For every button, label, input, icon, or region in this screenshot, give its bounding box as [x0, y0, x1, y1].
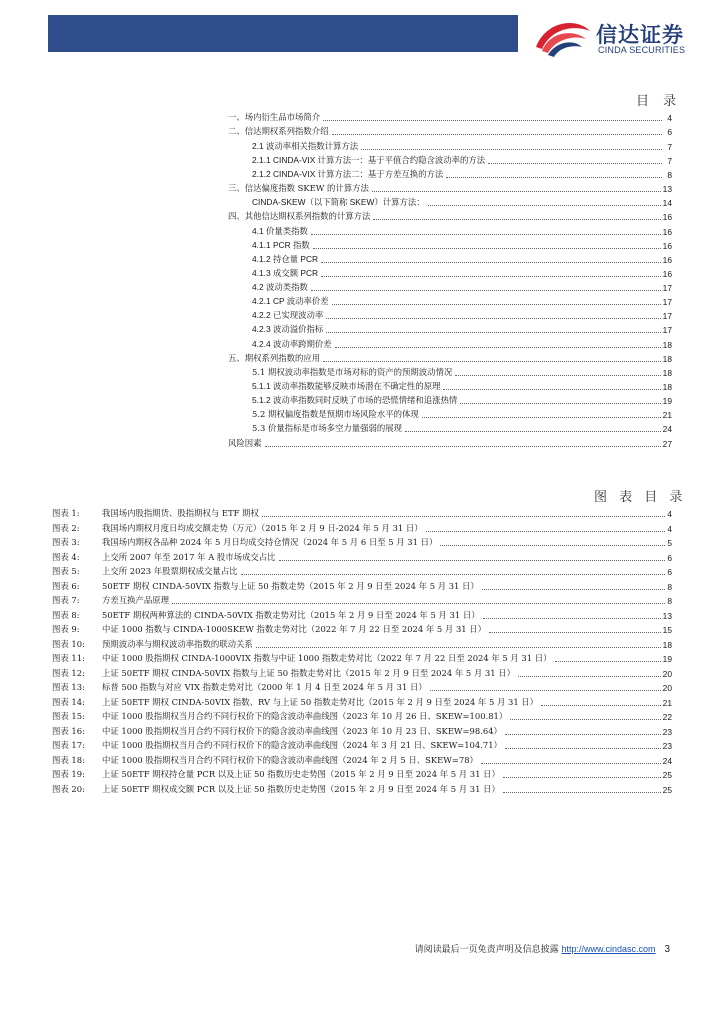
dot-leader: [335, 347, 661, 348]
figure-entry[interactable]: [52, 608, 672, 621]
figure-page: 20: [662, 668, 672, 679]
figure-page: 20: [662, 683, 672, 693]
dot-leader: [505, 748, 661, 749]
figure-number: 图表 4:: [52, 551, 80, 562]
dot-leader: [361, 149, 662, 150]
toc-entry-page: 16: [662, 241, 672, 251]
dot-leader: [440, 545, 665, 546]
dot-leader: [373, 219, 660, 220]
brand-logo: [532, 17, 712, 61]
toc-entry[interactable]: [252, 167, 672, 180]
toc-entry[interactable]: [252, 421, 672, 434]
toc-entry[interactable]: [252, 337, 672, 350]
dot-leader: [488, 163, 662, 164]
figure-entry[interactable]: [52, 666, 672, 679]
figure-page: 25: [662, 784, 672, 795]
toc-entry-title: 4.2 波动类指数: [252, 282, 308, 292]
dot-leader: [321, 262, 661, 263]
figure-page: 8: [667, 596, 672, 606]
figure-title: 上证 50ETF 期权 CINDA-50VIX 指数与上证 50 指数走势对比（2015 年 2 月 9 日至 2024 年 5 月 31 日）: [102, 667, 515, 678]
toc-entry[interactable]: [252, 266, 672, 279]
dot-leader: [172, 603, 665, 604]
figure-number: 图表 3:: [52, 537, 80, 547]
figure-number: 图表 16:: [52, 725, 85, 736]
dot-leader: [262, 516, 665, 517]
dot-leader: [256, 647, 661, 648]
figure-entry[interactable]: [52, 753, 672, 766]
toc-entry-title: 2.1.2 CINDA-VIX 计算方法二：基于方差互换的方法: [252, 169, 444, 179]
figure-entry[interactable]: [52, 535, 672, 548]
figure-title: 50ETF 期权两种算法的 CINDA-50VIX 指数走势对比（2015 年 2 月 9 日至 2024 年 5 月 31 日）: [102, 609, 480, 620]
dot-leader: [555, 661, 661, 662]
toc-entry-page: 18: [662, 382, 672, 392]
toc-entry-title: 4.1 价量类指数: [252, 226, 308, 236]
dot-leader: [443, 389, 660, 390]
figure-title: 我国场内股指期货、股指期权与 ETF 期权: [102, 508, 259, 518]
toc-entry-title: 5.1.1 波动率指数能够反映市场潜在不确定性的原理: [252, 381, 441, 391]
disclaimer-note: 请阅读最后一页免责声明及信息披露: [414, 945, 559, 955]
dot-leader: [489, 632, 661, 633]
dot-leader: [455, 375, 660, 376]
figure-page: 4: [667, 509, 672, 519]
toc-entry-title: 4.2.2 已实现波动率: [252, 310, 324, 320]
figure-number: 图表 5:: [52, 566, 80, 576]
dot-leader: [265, 446, 661, 447]
toc-entry-page: 17: [662, 325, 672, 335]
figure-page: 4: [667, 523, 672, 534]
page-footer: [415, 942, 670, 955]
figure-number: 图表 18:: [52, 754, 85, 765]
figure-number: 图表 11:: [52, 653, 85, 663]
figure-page: 6: [667, 567, 672, 577]
figure-entry[interactable]: [52, 680, 672, 693]
dot-leader: [326, 318, 660, 319]
toc-entry-page: 13: [662, 184, 672, 194]
dot-leader: [321, 276, 661, 277]
toc-title: 目 录: [636, 94, 682, 109]
toc-entry[interactable]: [228, 209, 672, 222]
toc-entry-page: 16: [662, 255, 672, 265]
dot-leader: [481, 763, 661, 764]
toc-entry-page: 18: [662, 354, 672, 364]
figure-entry[interactable]: [52, 637, 672, 650]
toc-entry-title: 五、期权系列指数的应用: [228, 353, 321, 363]
figure-page: 23: [662, 726, 672, 737]
figure-number: 图表 13:: [52, 682, 85, 692]
toc-entry-page: 16: [662, 212, 672, 222]
figure-entry[interactable]: [52, 695, 672, 708]
toc-entry-page: 7: [667, 156, 672, 166]
toc-entry[interactable]: [252, 238, 672, 251]
website-link[interactable]: http://www.cindasc.com: [561, 944, 656, 954]
dot-leader: [311, 234, 661, 235]
toc-entry-page: 6: [667, 127, 672, 137]
dot-leader: [430, 690, 661, 691]
figure-entry[interactable]: [52, 564, 672, 577]
figure-entry[interactable]: [52, 767, 672, 780]
toc-entry-page: 19: [662, 396, 672, 406]
toc-entry-title: 三、信达偏度指数 SKEW 的计算方法: [228, 183, 369, 193]
dot-leader: [510, 719, 660, 720]
dot-leader: [332, 134, 663, 135]
cinda-logo-icon: [532, 17, 594, 57]
figures-title: 图 表 目 录: [594, 490, 687, 505]
figure-page: 24: [662, 755, 672, 766]
figure-title: 上交所 2023 年股票期权成交量占比: [102, 566, 238, 576]
figure-number: 图表 7:: [52, 595, 80, 605]
toc-entry-title: 4.2.1 CP 波动率价差: [252, 296, 329, 306]
dot-leader: [483, 618, 661, 619]
brand-name-en: CINDA SECURITIES: [598, 45, 686, 55]
figure-entry[interactable]: [52, 782, 672, 795]
toc-entry-title: CINDA-SKEW（以下简称 SKEW）计算方法：: [252, 197, 425, 207]
toc-entry[interactable]: [252, 365, 672, 378]
toc-entry[interactable]: [252, 407, 672, 420]
figure-title: 上证 50ETF 期权持仓量 PCR 以及上证 50 指数历史走势图（2015 年 2 月 9 日至 2024 年 5 月 31 日）: [102, 769, 500, 779]
dot-leader: [518, 676, 661, 677]
figure-page: 15: [662, 625, 672, 635]
dot-leader: [422, 417, 661, 418]
figure-page: 22: [662, 712, 672, 722]
figure-title: 预期波动率与期权波动率指数的联动关系: [102, 638, 253, 649]
dot-leader: [279, 560, 666, 561]
figure-title: 上证 50ETF 期权成交额 PCR 以及上证 50 指数历史走势图（2015 年 2 月 9 日至 2024 年 5 月 31 日）: [102, 783, 500, 794]
brand-name-cn: 信达证券: [596, 23, 684, 47]
figure-number: 图表 15:: [52, 711, 85, 721]
toc-entry[interactable]: [252, 224, 672, 237]
figure-title: 中证 1000 股指期权当月合约不同行权价下的隐含波动率曲线图（2024 年 3 月 21 日、SKEW=104.71）: [102, 740, 502, 750]
toc-entry-title: 4.2.3 波动溢价指标: [252, 324, 324, 334]
figure-page: 5: [667, 538, 672, 548]
figure-page: 25: [662, 770, 672, 780]
figure-entry[interactable]: [52, 550, 672, 563]
toc-entry-page: 16: [662, 227, 672, 237]
dot-leader: [541, 705, 661, 706]
toc-entry-title: 5.2 期权偏度指数是预期市场风险水平的体现: [252, 409, 419, 419]
dot-leader: [428, 205, 661, 206]
figure-title: 我国场内期权各品种 2024 年 5 月日均成交持仓情况（2024 年 5 月 6 日至 5 月 31 日）: [102, 537, 438, 547]
figure-entry[interactable]: [52, 738, 672, 751]
figure-entry[interactable]: [52, 521, 672, 534]
toc-entry[interactable]: [252, 139, 672, 152]
toc-entry-page: 7: [667, 142, 672, 152]
dot-leader: [241, 574, 666, 575]
toc-entry[interactable]: [252, 195, 672, 208]
dot-leader: [311, 290, 661, 291]
dot-leader: [323, 120, 662, 121]
figure-entry[interactable]: [52, 622, 672, 635]
toc-entry[interactable]: [252, 393, 672, 406]
dot-leader: [426, 531, 666, 532]
figure-number: 图表 20:: [52, 783, 85, 794]
toc-entry[interactable]: [228, 181, 672, 194]
toc-entry[interactable]: [252, 322, 672, 335]
figure-entry[interactable]: [52, 651, 672, 664]
figure-number: 图表 17:: [52, 740, 85, 750]
toc-entry-page: 18: [662, 368, 672, 378]
toc-entry-title: 4.1.3 成交额 PCR: [252, 268, 319, 278]
figure-page: 21: [662, 697, 672, 708]
figure-number: 图表 9:: [52, 624, 80, 634]
figure-title: 中证 1000 指数与 CINDA-1000SKEW 指数走势对比（2022 年 7 月 22 日至 2024 年 5 月 31 日）: [102, 624, 487, 634]
dot-leader: [460, 403, 660, 404]
dot-leader: [326, 332, 660, 333]
toc-entry-title: 二、信达期权系列指数介绍: [228, 126, 329, 136]
figure-entry[interactable]: [52, 724, 672, 737]
figure-entry[interactable]: [52, 579, 672, 592]
figure-page: 6: [667, 552, 672, 563]
figure-page: 18: [662, 639, 672, 650]
toc-entry-page: 4: [667, 113, 672, 123]
header-bar: [48, 15, 518, 52]
figure-entry[interactable]: [52, 593, 672, 606]
toc-entry-title: 5.1 期权波动率指数是市场对标的资产的预期波动情况: [252, 367, 453, 377]
dot-leader: [482, 589, 666, 590]
figure-number: 图表 8:: [52, 609, 80, 620]
toc-entry[interactable]: [252, 280, 672, 293]
figure-entry[interactable]: [52, 506, 672, 519]
figure-number: 图表 19:: [52, 769, 85, 779]
toc-entry-title: 5.1.2 波动率指数同时反映了市场的恐慌情绪和追涨热情: [252, 395, 458, 405]
figure-title: 中证 1000 股指期权当月合约不同行权价下的隐含波动率曲线图（2023 年 10 月 23 日、SKEW=98.64）: [102, 725, 502, 736]
dot-leader: [446, 177, 662, 178]
toc-entry[interactable]: [252, 294, 672, 307]
figure-title: 方差互换产品原理: [102, 595, 169, 605]
toc-entry[interactable]: [228, 351, 672, 364]
toc-entry-page: 27: [662, 439, 672, 449]
figure-title: 上交所 2007 年至 2017 年 A 股市场成交占比: [102, 551, 276, 562]
figure-number: 图表 14:: [52, 696, 85, 707]
dot-leader: [503, 792, 661, 793]
toc-entry-page: 17: [662, 311, 672, 321]
figure-number: 图表 2:: [52, 522, 80, 533]
toc-entry-title: 5.3 价量指标是市场多空力量强弱的展现: [252, 423, 402, 433]
toc-entry-page: 21: [662, 410, 672, 420]
dot-leader: [323, 361, 661, 362]
toc-entry[interactable]: [252, 379, 672, 392]
toc-entry-page: 16: [662, 269, 672, 279]
toc-entry-page: 17: [662, 297, 672, 307]
figure-number: 图表 10:: [52, 638, 85, 649]
toc-entry-title: 2.1.1 CINDA-VIX 计算方法一：基于平值合约隐含波动率的方法: [252, 155, 486, 165]
toc-entry-title: 一、场内衍生品市场简介: [228, 112, 321, 122]
toc-entry-page: 18: [662, 340, 672, 350]
toc-entry[interactable]: [252, 153, 672, 166]
figure-title: 中证 1000 股指期权 CINDA-1000VIX 指数与中证 1000 指数走势对比（2022 年 7 月 22 日至 2024 年 5 月 31 日）: [102, 653, 552, 663]
toc-entry-title: 4.2.4 波动率跨期价差: [252, 339, 332, 349]
dot-leader: [372, 191, 661, 192]
toc-entry-page: 24: [662, 424, 672, 434]
figure-title: 50ETF 期权 CINDA-50VIX 指数与上证 50 指数走势（2015 年 2 月 9 日至 2024 年 5 月 31 日）: [102, 580, 479, 591]
figure-number: 图表 6:: [52, 580, 80, 591]
figure-number: 图表 1:: [52, 508, 80, 518]
toc-entry-title: 4.1.1 PCR 指数: [252, 240, 310, 250]
page-number: 3: [664, 944, 670, 955]
toc-entry[interactable]: [252, 308, 672, 321]
figure-entry[interactable]: [52, 709, 672, 722]
figure-page: 19: [662, 654, 672, 664]
toc-entry-title: 风险因素: [228, 438, 262, 448]
toc-entry[interactable]: [228, 110, 672, 123]
toc-entry-title: 4.1.2 持仓量 PCR: [252, 254, 319, 264]
dot-leader: [503, 777, 661, 778]
figure-title: 标普 500 指数与对应 VIX 指数走势对比（2000 年 1 月 4 日至 2024 年 5 月 31 日）: [102, 682, 427, 692]
toc-entry-page: 17: [662, 283, 672, 293]
toc-entry-title: 四、其他信达期权系列指数的计算方法: [228, 211, 371, 221]
figure-page: 23: [662, 741, 672, 751]
figure-title: 我国场内期权月度日均成交额走势（万元）（2015 年 2 月 9 日-2024 年 5 月 31 日）: [102, 522, 423, 533]
figure-title: 中证 1000 股指期权当月合约不同行权价下的隐含波动率曲线图（2024 年 2 月 5 日、SKEW=78）: [102, 754, 478, 765]
figure-page: 8: [667, 581, 672, 592]
toc-entry-page: 8: [667, 170, 672, 180]
figure-page: 13: [662, 610, 672, 621]
toc-entry[interactable]: [228, 436, 672, 449]
figure-title: 上证 50ETF 期权 CINDA-50VIX 指数、RV 与上证 50 指数走势对比（2015 年 2 月 9 日至 2024 年 5 月 31 日）: [102, 696, 539, 707]
toc-entry[interactable]: [252, 252, 672, 265]
dot-leader: [313, 248, 661, 249]
figure-title: 中证 1000 股指期权当月合约不同行权价下的隐含波动率曲线图（2023 年 10 月 26 日、SKEW=100.81）: [102, 711, 508, 721]
dot-leader: [405, 431, 661, 432]
figure-number: 图表 12:: [52, 667, 85, 678]
toc-entry-page: 14: [662, 198, 672, 208]
toc-entry[interactable]: [228, 124, 672, 137]
dot-leader: [332, 304, 661, 305]
dot-leader: [505, 734, 661, 735]
toc-entry-title: 2.1 波动率相关指数计算方法: [252, 141, 359, 151]
